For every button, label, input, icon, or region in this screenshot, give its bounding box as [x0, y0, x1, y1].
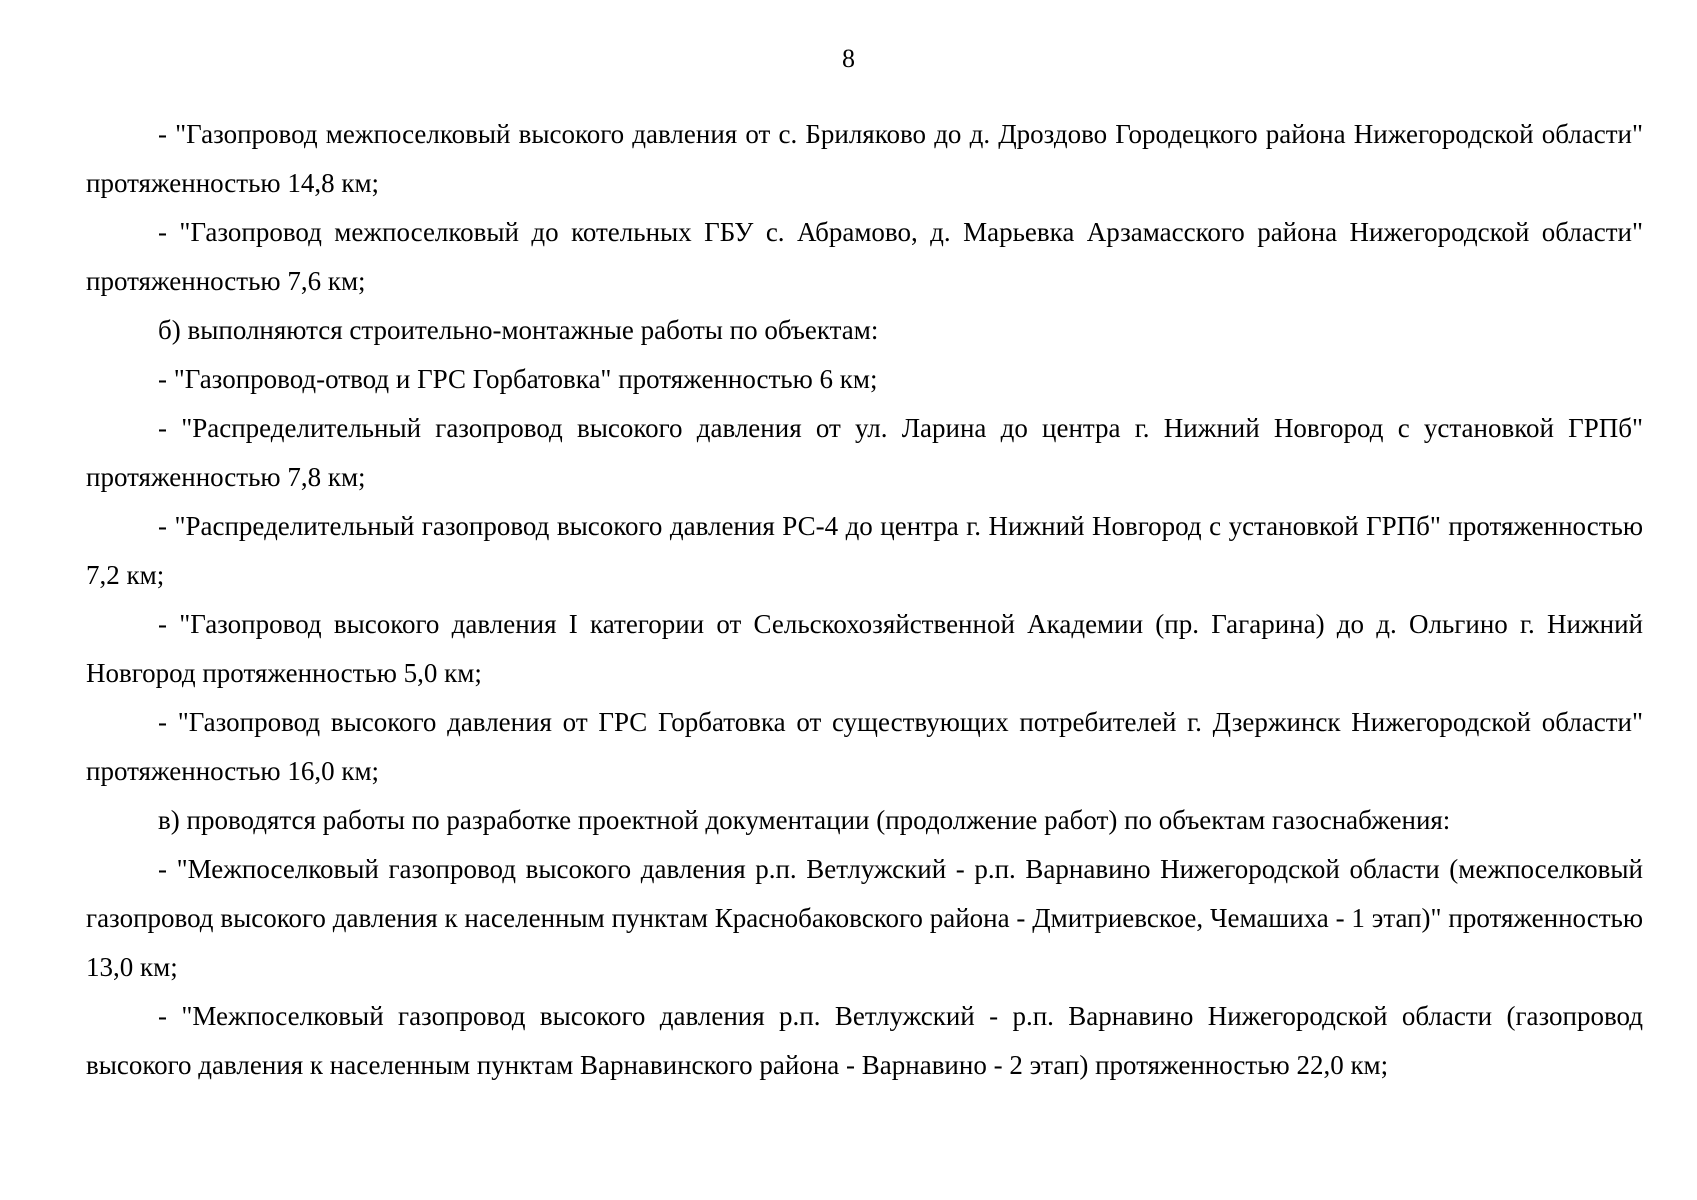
paragraph-gas-pipeline-gorbatovka-grs: - "Газопровод-отвод и ГРС Горбатовка" протяженностью 6 км; — [158, 364, 878, 394]
paragraph-distribution-pipeline-rs4: - "Распределительный газопровод высокого давления РС-4 до центра г. Нижний Новгород с установкой ГРПб" протяженностью 7,2 км; — [86, 511, 1643, 590]
document-body — [86, 110, 1643, 1090]
paragraph-gas-pipeline-dzerzhinsk: - "Газопровод высокого давления от ГРС Горбатовка от существующих потребителей г. Дзержинск Нижегородской области" протяженностью 16,0 км; — [86, 707, 1643, 786]
paragraph-vetluzhsky-stage-1: - "Межпоселковый газопровод высокого давления р.п. Ветлужский - р.п. Варнавино Нижегородской области (межпоселковый газопровод высокого давления к населенным пунктам Краснобаковского района - Дмитриевское, Чемашиха - 1 этап)" протяженностью 13,0 км; — [86, 854, 1643, 982]
page-number: 8 — [842, 44, 855, 73]
paragraph-vetluzhsky-stage-2: - "Межпоселковый газопровод высокого давления р.п. Ветлужский - р.п. Варнавино Нижегородской области (газопровод высокого давления к населенным пунктам Варнавинского района - Варнавино - 2 этап) протяженностью 22,0 км; — [86, 1001, 1643, 1080]
paragraph-section-v-heading: в) проводятся работы по разработке проектной документации (продолжение работ) по объектам газоснабжения: — [158, 805, 1451, 835]
paragraph-gas-pipeline-olgino: - "Газопровод высокого давления I категории от Сельскохозяйственной Академии (пр. Гагарина) до д. Ольгино г. Нижний Новгород протяженностью 5,0 км; — [86, 609, 1643, 688]
paragraph-section-b-heading: б) выполняются строительно-монтажные работы по объектам: — [158, 315, 879, 345]
paragraph-distribution-pipeline-larina: - "Распределительный газопровод высокого давления от ул. Ларина до центра г. Нижний Новгород с установкой ГРПб" протяженностью 7,8 км; — [86, 413, 1643, 492]
paragraph-gas-pipeline-brilyakovo: - "Газопровод межпоселковый высокого давления от с. Бриляково до д. Дроздово Городецкого района Нижегородской области" протяженностью 14,8 км; — [86, 119, 1643, 198]
paragraph-gas-pipeline-abramovo: - "Газопровод межпоселковый до котельных ГБУ с. Абрамово, д. Марьевка Арзамасского района Нижегородской области" протяженностью 7,6 км; — [86, 217, 1643, 296]
